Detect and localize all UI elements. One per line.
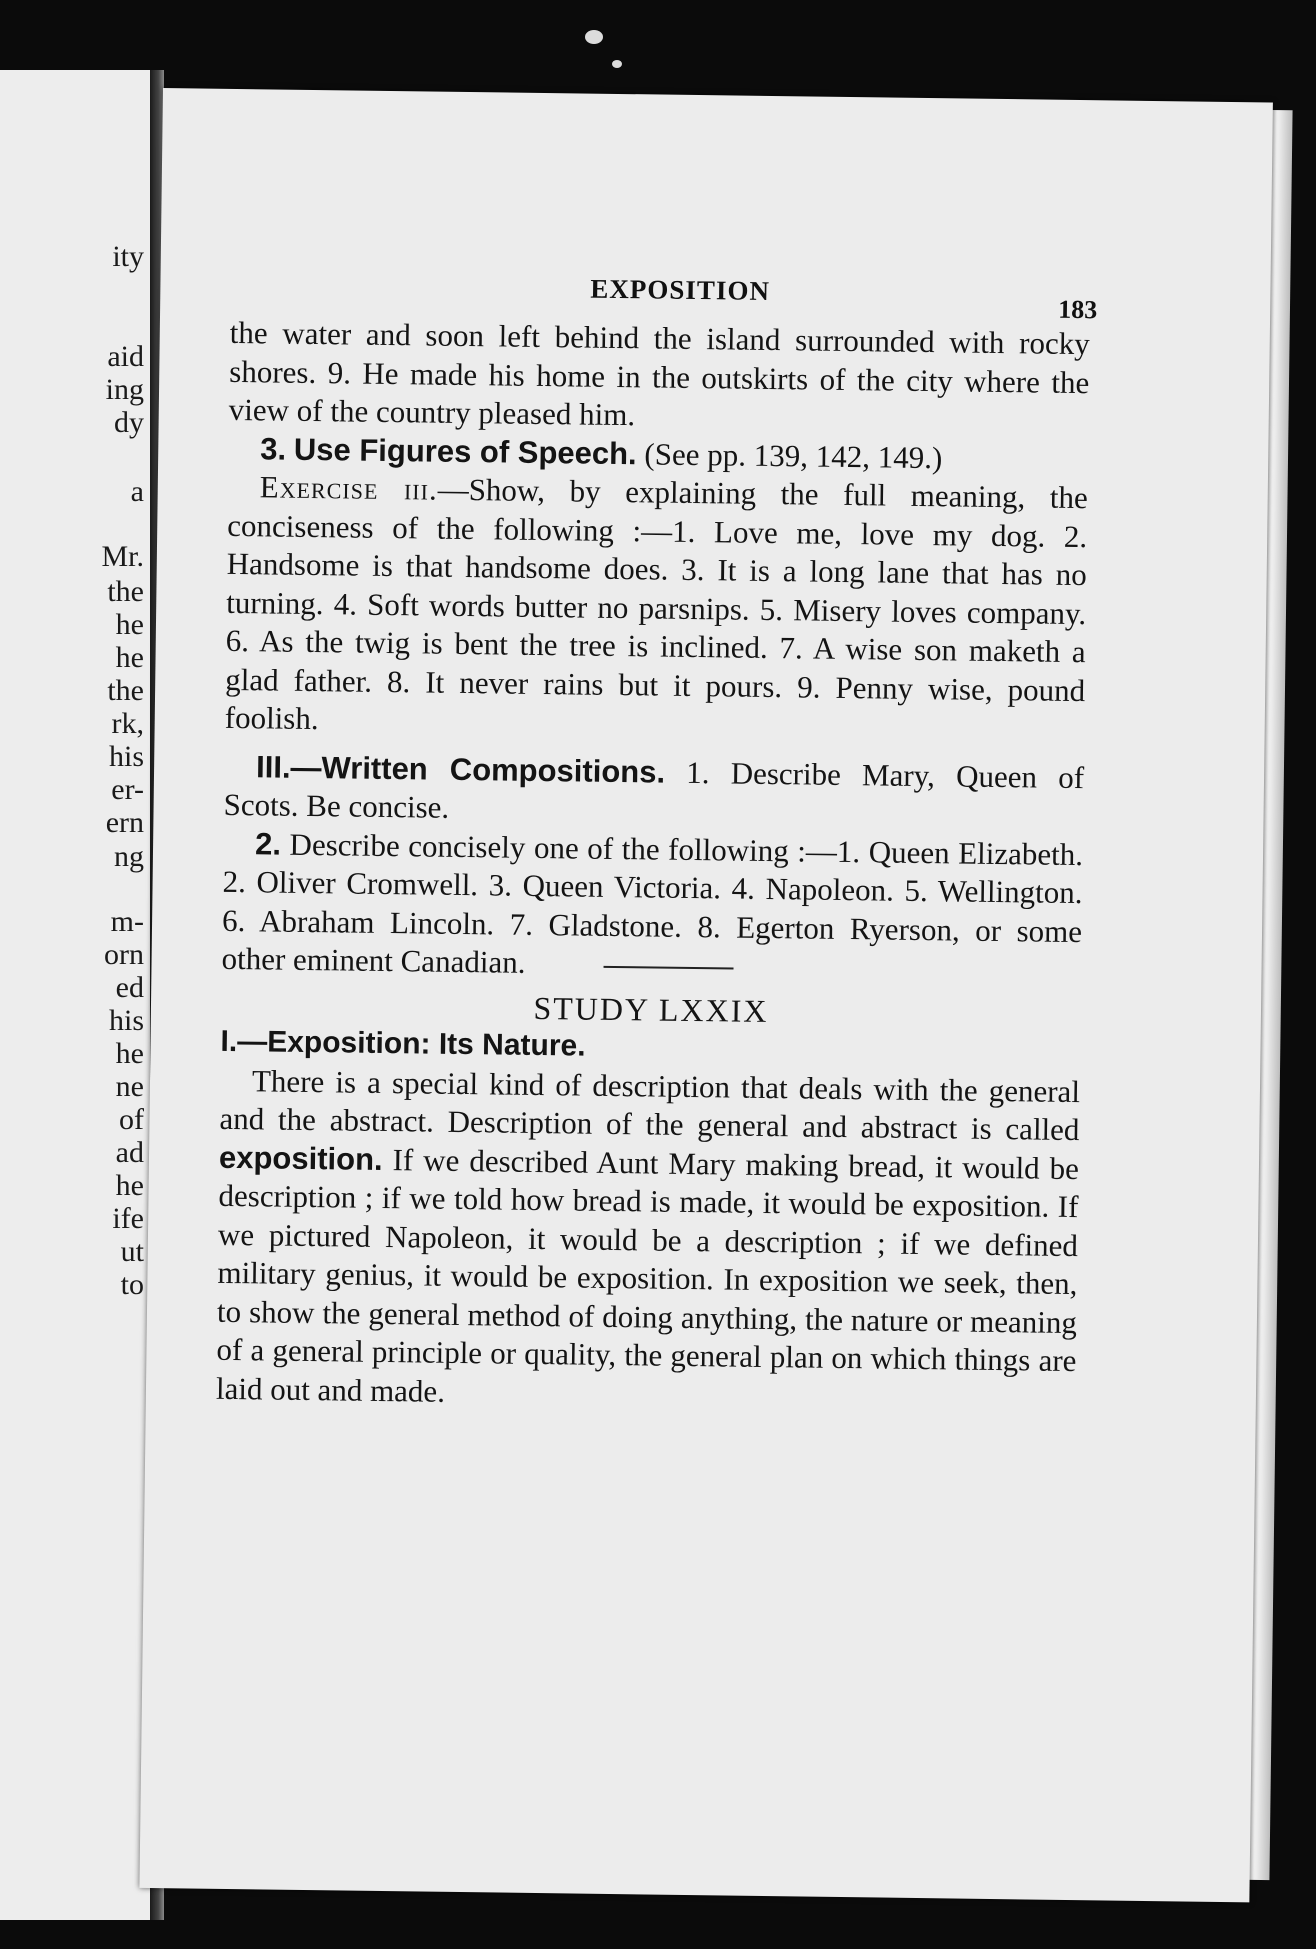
left-fragment: ed — [115, 971, 144, 1004]
page-number: 183 — [1057, 294, 1098, 325]
exposition-paragraph — [216, 1061, 1080, 1419]
left-fragment: he — [115, 641, 144, 674]
left-fragment: he — [115, 608, 144, 641]
left-fragment: his — [108, 740, 144, 773]
written-compositions-paragraph — [223, 747, 1084, 835]
left-fragment: he — [115, 1169, 144, 1202]
left-fragment: aid — [107, 340, 144, 373]
left-fragment: ity — [112, 240, 144, 273]
left-fragment: ne — [115, 1070, 144, 1103]
page-body — [216, 314, 1090, 1419]
left-fragment: a — [130, 475, 144, 508]
running-head: EXPOSITION — [590, 273, 771, 306]
left-fragment: the — [107, 674, 144, 707]
left-fragment: ing — [105, 373, 144, 406]
left-fragment: dy — [114, 406, 144, 439]
text-run: There is a special kind of description that deals with the general and the abstract. Description of the general and abstract is called — [219, 1062, 1081, 1148]
paragraph-continuation: the water and soon left behind the island surrounded with rocky shores. 9. He made his home in the outskirts of the city where the view of the country pleased him. — [228, 314, 1090, 433]
section-heading-exposition: I.—Exposition: Its Nature. — [220, 1024, 586, 1063]
dust-speck — [612, 60, 622, 68]
left-page-edge — [0, 70, 150, 1920]
left-fragment: of — [119, 1103, 144, 1136]
section-title: Use Figures of Speech. — [293, 431, 637, 471]
exercise-text: —Show, by explaining the full meaning, the conciseness of the following :—1. Love me, love my dog. 2. Handsome is that handsome does. 3. It is a long lane that has no turning. 4. Soft words butter no parsnips. 5. Misery loves company. 6. As the twig is bent the tree is inclined. 7. A wise son maketh a glad father. 8. It never rains but it pours. 9. Penny wise, pound foolish. — [224, 471, 1088, 737]
left-fragment: the — [107, 575, 144, 608]
left-fragment: ad — [115, 1136, 144, 1169]
composition-item-2 — [221, 824, 1083, 989]
left-fragment: ife — [112, 1202, 144, 1235]
exercise-paragraph — [225, 468, 1088, 749]
bold-term: exposition. — [218, 1139, 383, 1177]
left-fragment: rk, — [111, 707, 144, 740]
left-fragment: m- — [110, 905, 144, 938]
page-reference: (See pp. 139, 142, 149.) — [644, 435, 943, 475]
book-page — [139, 88, 1272, 1902]
left-fragment: er- — [111, 773, 144, 806]
left-fragment: to — [120, 1268, 144, 1301]
left-fragment: ng — [114, 840, 144, 873]
left-fragment: Mr. — [101, 540, 144, 573]
left-fragment: ern — [105, 806, 144, 839]
section-number: 3. — [260, 430, 287, 467]
item-text: Describe concisely one of the following :—1. Queen Elizabeth. 2. Oliver Cromwell. 3. Queen Victoria. 4. Napoleon. 5. Wellington. 6. Abraham Lincoln. 7. Gladstone. 8. Egerton Ryerson, or some other eminent Canadian. — [221, 826, 1084, 980]
composition-text: 1. Describe Mary, Queen of Scots. Be concise. — [223, 754, 1085, 825]
left-fragment: he — [115, 1037, 144, 1070]
left-fragment: his — [108, 1004, 144, 1037]
item-number: 2. — [254, 825, 282, 862]
left-fragment: orn — [104, 938, 144, 971]
study-heading: STUDY LXXIX — [533, 989, 769, 1029]
left-fragment: ut — [120, 1235, 144, 1268]
text-run: If we described Aunt Mary making bread, it would be description ; if we told how bread is made, it would be exposition. If we pictured Napoleon, it would be a description ; if we defined military genius, it would be exposition. In exposition we seek, then, to show the general method of doing anything, the nature or meaning of a general principle or quality, the general plan on which things are laid out and made. — [215, 1141, 1080, 1409]
dust-speck — [585, 30, 603, 44]
section-rule — [603, 966, 733, 970]
section-title: III.—Written Compositions. — [255, 748, 666, 790]
exercise-label: Exercise iii. — [259, 469, 438, 507]
